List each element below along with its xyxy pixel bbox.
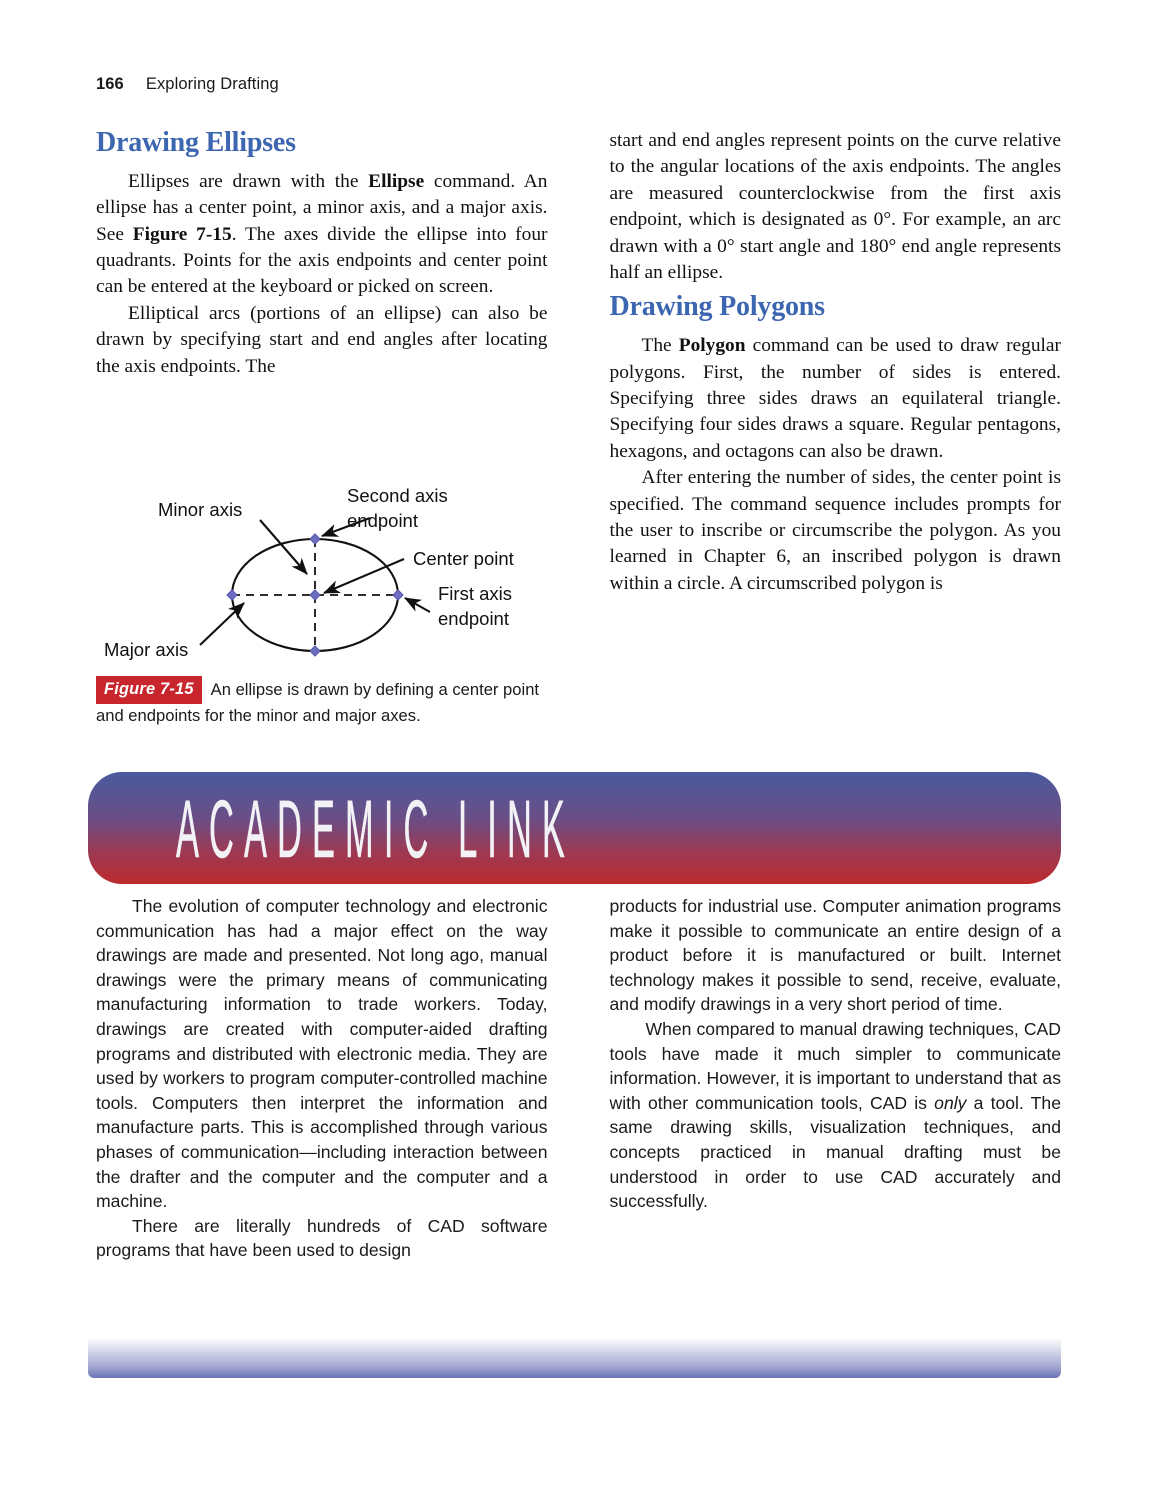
bold-polygon-command: Polygon: [678, 335, 746, 357]
heading-drawing-polygons: Drawing Polygons: [609, 291, 825, 323]
feature-right-column: [610, 894, 1062, 1263]
point-bottom: [310, 646, 320, 656]
paragraph-polygon-intro: [610, 333, 1062, 465]
text-run: command. An ellipse has a center point, a minor axis, and a major axis. See: [96, 170, 548, 245]
label-first-axis-endpoint-line2: endpoint: [438, 608, 509, 629]
text-run: command can be used to draw regular polygons. First, the number of sides is entered. Specifying three sides draws an equilateral triangle. Specifying four sides draws a square. Regular pentagons, hexagons, and octagons can also be drawn.: [609, 335, 1061, 462]
heading-drawing-ellipses: Drawing Ellipses: [96, 127, 296, 158]
running-title: Exploring Drafting: [145, 75, 279, 93]
point-top: [310, 534, 320, 544]
label-major-axis: Major axis: [104, 639, 189, 660]
text-run: Ellipses are drawn with the: [128, 170, 369, 192]
label-minor-axis: Minor axis: [158, 499, 243, 520]
feature-columns: [96, 894, 1061, 1263]
figure-7-15: [96, 470, 566, 665]
figure-number-badge: Figure 7-15: [96, 676, 202, 704]
text-run: When compared to manual drawing techniques, CAD tools have made it much simpler to communicate information. However, it is important to understand that as with other communication tools, CAD is: [609, 1018, 1061, 1113]
ellipse-diagram: [96, 470, 566, 665]
label-second-axis-endpoint-line1: Second axis: [347, 485, 448, 506]
text-run: a tool. The same drawing skills, visualization techniques, and concepts practiced in manual drafting must be understood in order to use CAD accurately and successfully.: [609, 1092, 1061, 1212]
banner-title-clip: [134, 774, 1034, 884]
leader-first-axis-endpoint: [405, 598, 430, 612]
leader-center-point: [324, 559, 404, 593]
point-center: [310, 590, 320, 600]
italic-only: only: [934, 1092, 967, 1113]
figure-caption-text: An ellipse is drawn by defining a center point and endpoints for the minor and major axes.: [96, 680, 540, 725]
academic-link-banner: [88, 772, 1061, 884]
feature-paragraph-evolution: The evolution of computer technology and electronic communication has had a major effect on the way drawings are made and presented. Not long ago, manual drawings were the primary means of communicating manufacturing information to trade workers. Today, drawings are created with computer-aided drafting programs and distributed with electronic media. They are used by workers to program computer-controlled machine tools. Computers then interpret the information and manufacture parts. This is accomplished through various phases of communication—including interaction between the drafter and the computer and the computer and a machine.: [96, 896, 548, 1212]
paragraph-ellipses-intro: [96, 169, 548, 301]
right-column: [610, 128, 1062, 597]
label-center-point: Center point: [413, 548, 514, 569]
academic-link-feature: [88, 772, 1061, 1261]
running-head: [96, 75, 279, 94]
point-right: [393, 590, 403, 600]
label-second-axis-endpoint-line2: endpoint: [347, 510, 418, 531]
feature-paragraph-industrial: products for industrial use. Computer animation programs make it possible to communicate an entire design of a product before it is manufactured or built. Internet technology makes it possible to send, receive, evaluate, and modify drawings in a very short period of time.: [609, 896, 1061, 1015]
paragraph-angles-continuation: start and end angles represent points on the curve relative to the angular locations of the axis endpoints. The angles are measured counterclockwise from the first axis endpoint, which is designated as 0°. For example, an arc drawn with a 0° start angle and 180° end angle represents half an ellipse.: [609, 130, 1061, 284]
feature-paragraph-comparison: [610, 1017, 1062, 1214]
feature-left-column: [96, 894, 548, 1263]
figure-caption: [96, 676, 561, 727]
text-run: . The axes divide the ellipse into four quadrants. Points for the axis endpoints and center point can be entered at the keyboard or picked on screen.: [96, 223, 548, 298]
bold-figure-ref: Figure 7-15: [132, 223, 232, 245]
banner-title: ACADEMIC LINK: [176, 784, 575, 875]
paragraph-elliptical-arcs: Elliptical arcs (portions of an ellipse) can also be drawn by specifying start and end angles after locating the axis endpoints. The: [96, 302, 548, 377]
leader-minor-axis: [260, 520, 307, 574]
paragraph-polygon-center: After entering the number of sides, the center point is specified. The command sequence includes prompts for the user to inscribe or circumscribe the polygon. As you learned in Chapter 6, an inscribed polygon is drawn within a circle. A circumscribed polygon is: [609, 467, 1061, 594]
bold-ellipse-command: Ellipse: [368, 170, 425, 192]
academic-link-footer-bar: [88, 1338, 1061, 1378]
feature-paragraph-cad-software: There are literally hundreds of CAD software programs that have been used to design: [96, 1215, 548, 1261]
page-number: 166: [96, 75, 124, 93]
text-run: The: [641, 335, 679, 357]
label-first-axis-endpoint-line1: First axis: [438, 583, 512, 604]
leader-major-axis: [200, 603, 244, 645]
point-left: [227, 590, 237, 600]
